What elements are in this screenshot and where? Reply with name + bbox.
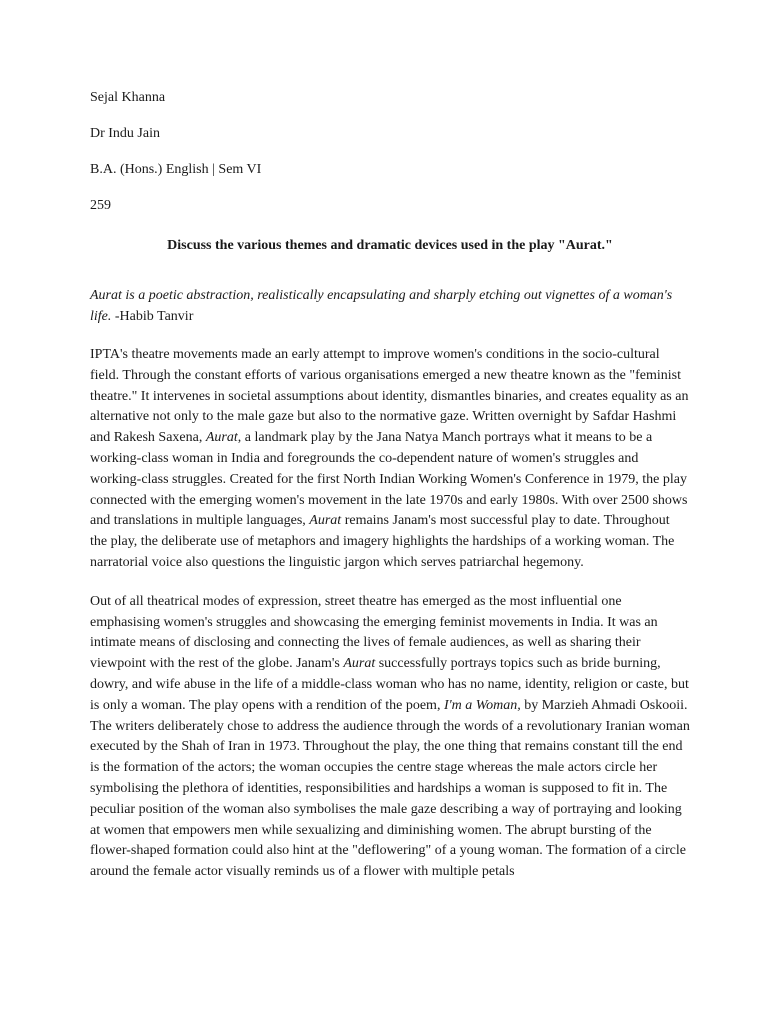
poem-title-italic: I'm a Woman,	[443, 697, 521, 713]
document-page	[90, 88, 690, 883]
roll-number: 259	[90, 198, 111, 213]
epigraph-quote: Aurat is a poetic abstraction, realistically encapsulating and sharply etching out vignettes of a woman's life.	[90, 288, 673, 324]
epigraph-attribution: -Habib Tanvir	[111, 309, 194, 324]
essay-title: Discuss the various themes and dramatic devices used in the play "Aurat."	[167, 238, 613, 253]
epigraph	[90, 285, 690, 327]
author-name: Sejal Khanna	[90, 90, 166, 105]
paragraph-text: , a landmark play by the Jana Natya Manch portrays what it means to be a working-class woman in India and foregrounds the co-dependent nature of women's struggles and working-class struggles. Created for the first North Indian Working Women's Conference in 1979, the play connected with the emerging women's movement in the late 1970s and early 1980s. With over 2500 shows and translations in multiple languages,	[90, 430, 688, 529]
paragraph-text: by Marzieh Ahmadi Oskooii. The writers deliberately chose to address the audience through the words of a revolutionary Iranian woman executed by the Shah of Iran in 1973. Throughout the play, the one thing that remains constant till the end is the formation of the actors; the woman occupies the centre stage whereas the male actors circle her symbolising the plethora of identities, responsibilities and hardships a woman is supposed to fit in. The peculiar position of the woman also symbolises the male gaze describing a way of portraying and looking at women that empowers men while sexualizing and diminishing women. The abrupt bursting of the flower-shaped formation could also hint at the "deflowering" of a young woman. The formation of a circle around the female actor visually reminds us of a flower with multiple petals	[90, 697, 690, 880]
paragraph-text: IPTA's theatre movements made an early attempt to improve women's conditions in the socio-cultural field. Through the constant efforts of various organisations emerged a new theatre known as the "feminist theatre." It intervenes in societal assumptions about identity, dismantles binaries, and creates equality as an alternative not only to the male gaze but also to the normative gaze. Written overnight by Safdar Hashmi and Rakesh Saxena,	[90, 347, 689, 446]
paragraph-text: successfully portrays topics such as bride burning, dowry, and wife abuse in the life of a middle-class woman who has no name, identity, religion or caste, but is only a woman. The play opens with a rendition of the poem,	[90, 656, 689, 713]
play-title-italic: Aurat	[343, 656, 376, 672]
play-title-italic: Aurat	[309, 513, 342, 529]
paragraph-text: Out of all theatrical modes of expression, street theatre has emerged as the most influential one emphasising women's struggles and showcasing the emerging feminist movements in India. It was an intimate means of disclosing and connecting the lives of female audiences, as well as sharing their viewpoint with the rest of the globe. Janam's	[90, 593, 658, 672]
body-paragraph-1	[90, 345, 690, 574]
paragraph-text: remains Janam's most successful play to date. Throughout the play, the deliberate use of metaphors and imagery highlights the hardships of a working woman. The narratorial voice also questions the linguistic jargon which serves patriarchal hegemony.	[90, 513, 675, 570]
course-info: B.A. (Hons.) English | Sem VI	[90, 162, 262, 177]
play-title-italic: Aurat	[205, 430, 238, 446]
instructor-name: Dr Indu Jain	[90, 126, 160, 141]
body-paragraph-2	[90, 592, 690, 883]
